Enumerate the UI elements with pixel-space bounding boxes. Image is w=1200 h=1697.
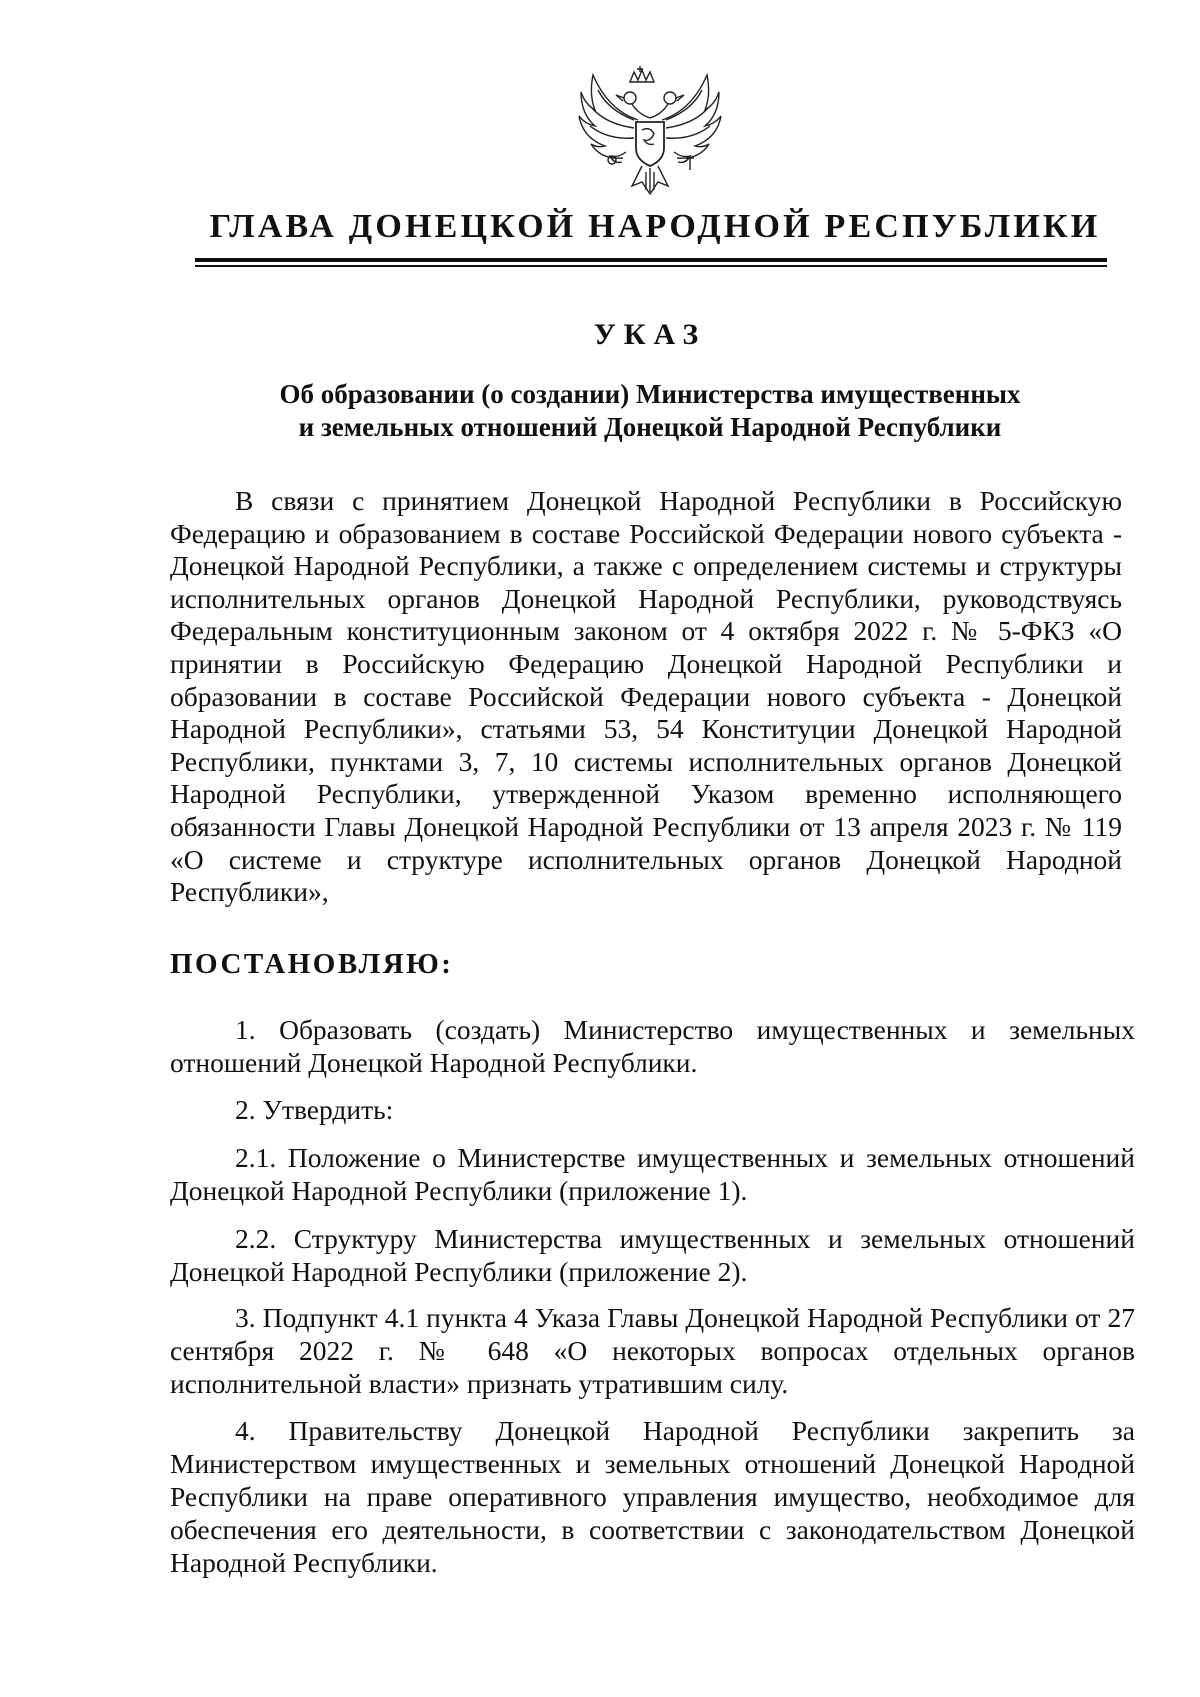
decree-item-3: 3. Подпункт 4.1 пункта 4 Указа Главы Донецкой Народной Республики от 27 сентября 2022 г. № 648 «О некоторых вопросах отдельных органов исполнительной власти» признать утратившим силу.	[170, 1302, 1135, 1399]
decree-heading: ПОСТАНОВЛЯЮ:	[170, 948, 454, 980]
document-subject	[200, 378, 1100, 444]
header-rule-thick	[195, 258, 1107, 262]
decree-item-4: 4. Правительству Донецкой Народной Республики закрепить за Министерством имущественных и земельных отношений Донецкой Народной Республики на праве оперативного управления имущество, необходимое для обеспечения его деятельности, в соответствии с законодательством Донецкой Народной Республики.	[170, 1415, 1135, 1578]
double-headed-eagle-icon	[568, 60, 733, 210]
preamble-paragraph: В связи с принятием Донецкой Народной Республики в Российскую Федерацию и образованием в составе Российской Федерации нового субъекта - Донецкой Народной Республики, а также с определением системы и структуры исполнительных органов Донецкой Народной Республики, руководствуясь Федеральным конституционным законом от 4 октября 2022 г. № 5-ФКЗ «О принятии в Российскую Федерацию Донецкой Народной Республики и образовании в составе Российской Федерации нового субъекта - Донецкой Народной Республики», статьями 53, 54 Конституции Донецкой Народной Республики, пунктами 3, 7, 10 системы исполнительных органов Донецкой Народной Республики, утвержденной Указом временно исполняющего обязанности Главы Донецкой Народной Республики от 13 апреля 2023 г. № 119 «О системе и структуре исполнительных органов Донецкой Народной Республики»,	[170, 485, 1122, 908]
decree-item-2: 2. Утвердить:	[235, 1094, 394, 1125]
subject-line-1: Об образовании (о создании) Министерства имущественных	[279, 379, 1021, 409]
decree-item-2-1: 2.1. Положение о Министерстве имущественных и земельных отношений Донецкой Народной Республики (приложение 1).	[170, 1142, 1135, 1206]
issuing-authority-title: ГЛАВА ДОНЕЦКОЙ НАРОДНОЙ РЕСПУБЛИКИ	[209, 208, 1101, 245]
document-type-heading: УКАЗ	[593, 318, 707, 351]
decree-item-2-2: 2.2. Структуру Министерства имущественных и земельных отношений Донецкой Народной Республики (приложение 2).	[170, 1223, 1135, 1287]
subject-line-2: и земельных отношений Донецкой Народной Республики	[298, 412, 1002, 442]
header-rule-thin	[195, 265, 1107, 267]
decree-item-1: 1. Образовать (создать) Министерство имущественных и земельных отношений Донецкой Народной Республики.	[170, 1014, 1135, 1078]
